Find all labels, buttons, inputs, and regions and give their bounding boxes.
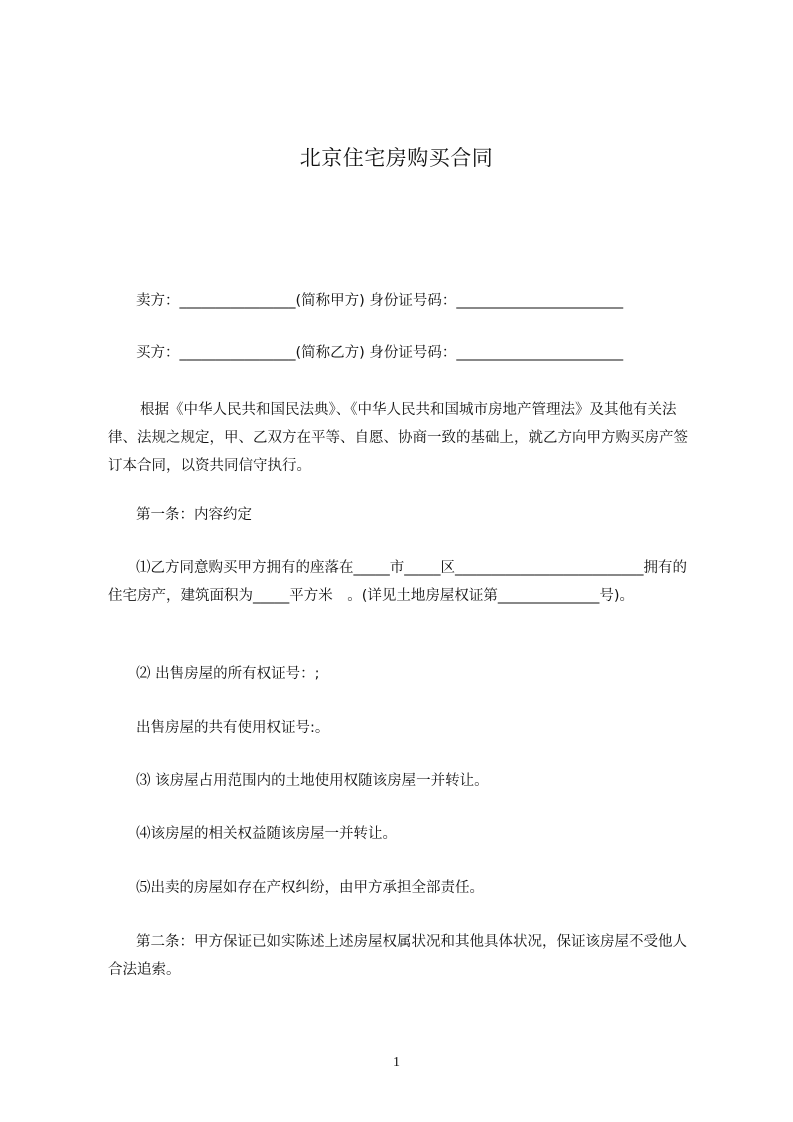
clause-4: ⑷该房屋的相关权益随该房屋一并转让。 — [136, 826, 397, 842]
article-2-text: 第二条：甲方保证已如实陈述上述房屋权属状况和其他具体状况，保证该房屋不受他人合法追索。 — [108, 934, 687, 978]
preamble-paragraph — [108, 396, 700, 480]
document-title: 北京住宅房购买合同 — [299, 146, 494, 170]
clause-3: ⑶ 该房屋占用范围内的土地使用权随该房屋一并转让。 — [136, 773, 489, 789]
clause-2: ⑵ 出售房屋的所有权证号：; — [136, 666, 320, 682]
clause-1-text: ⑴乙方同意购买甲方拥有的座落在_____市_____区__________________________拥有的住宅房产，建筑面积为_____平方米 。(详见土地房屋权证第______________号)。 — [108, 560, 687, 604]
clause-1-paragraph — [108, 554, 700, 610]
article-1-heading: 第一条：内容约定 — [136, 507, 252, 523]
clause-5: ⑸出卖的房屋如存在产权纠纷，由甲方承担全部责任。 — [136, 880, 484, 896]
clause-2-sub: 出售房屋的共有使用权证号:。 — [136, 720, 330, 736]
article-2-paragraph — [108, 928, 700, 984]
seller-line: 卖方：________________(简称甲方) 身份证号码：_______________________ — [136, 293, 624, 309]
page-number: 1 — [393, 1055, 400, 1070]
buyer-line: 买方：________________(简称乙方) 身份证号码：_______________________ — [136, 345, 624, 361]
preamble-text: 根据《中华人民共和国民法典》、《中华人民共和国城市房地产管理法》及其他有关法律、法规之规定，甲、乙双方在平等、自愿、协商一致的基础上，就乙方向甲方购买房产签订本合同，以资共同信守执行。 — [108, 402, 688, 474]
